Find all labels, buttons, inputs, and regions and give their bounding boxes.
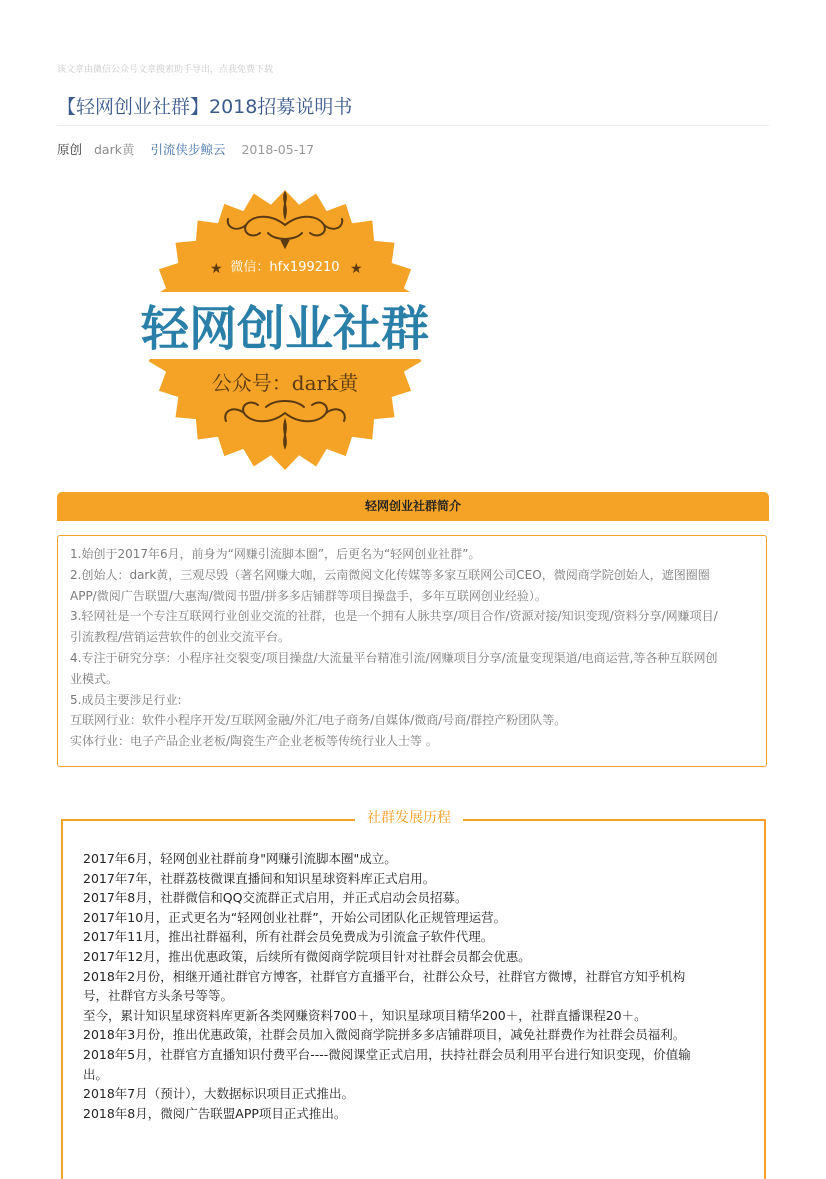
account-link[interactable]: 引流侠步鲸云 <box>150 142 226 157</box>
export-notice-link[interactable]: 该文章由微信公众号文章搜索助手导出，点我免费下载 <box>57 65 274 75</box>
logo-main-text: 轻网创业社群 <box>140 301 430 357</box>
logo-graphic <box>110 185 460 475</box>
intro-line: 4.专注于研究分享：小程序社交裂变/项目操盘/大流量平台精准引流/网赚项目分享/流量变现渠道/电商运营,等各种互联网创 <box>70 650 718 665</box>
publish-date: 2018-05-17 <box>241 142 315 157</box>
history-item: 2017年12月，推出优惠政策，后续所有微阅商学院项目针对社群会员都会优惠。 <box>83 948 531 964</box>
intro-line: 互联网行业：软件小程序开发/互联网金融/外汇/电子商务/自媒体/微商/号商/群控产粉团队等。 <box>70 713 567 728</box>
intro-line: 业模式。 <box>70 671 119 686</box>
intro-box <box>57 535 767 767</box>
history-list <box>83 849 743 1123</box>
history-item: 2017年7年，社群荔枝微课直播间和知识星球资料库正式启用。 <box>83 870 436 886</box>
history-item: 号，社群官方头条号等等。 <box>83 988 234 1004</box>
intro-line: 5.成员主要涉足行业: <box>70 692 182 707</box>
intro-line: 3.轻网社是一个专注互联网行业创业交流的社群，也是一个拥有人脉共享/项目合作/资源对接/知识变现/资料分享/网赚项目/ <box>70 609 718 624</box>
logo-wechat-id: 微信：hfx199210 <box>230 260 340 275</box>
history-section-title: 社群发展历程 <box>355 808 463 828</box>
intro-line: 引流教程/营销运营软件的创业交流平台。 <box>70 630 291 645</box>
history-item: 2018年7月（预计），大数据标识项目正式推出。 <box>83 1086 355 1102</box>
star-right-icon: ★ <box>350 261 363 277</box>
history-item: 出。 <box>83 1066 109 1082</box>
title-divider <box>57 125 769 126</box>
history-item: 至今，累计知识星球资料库更新各类网赚资料700＋，知识星球项目精华200＋，社群直播课程20＋。 <box>83 1007 647 1023</box>
intro-line: 1.始创于2017年6月，前身为“网赚引流脚本圈”，后更名为“轻网创业社群”。 <box>70 547 481 561</box>
star-left-icon: ★ <box>210 261 223 277</box>
intro-line: APP/微阅广告联盟/大惠淘/微阅书盟/拼多多店铺群等项目操盘手，多年互联网创业经验）。 <box>70 588 547 603</box>
intro-line: 2.创始人：dark黄，三观尽毁（著名网赚大咖，云南微阅文化传媒等多家互联网公司CEO，微阅商学院创始人，遮图圈圈 <box>70 567 710 582</box>
article-title: 【轻网创业社群】2018招募说明书 <box>57 96 353 118</box>
logo-public-account: 公众号：dark黄 <box>211 371 359 395</box>
history-item: 2017年8月，社群微信和QQ交流群正式启用，并正式启动会员招募。 <box>83 890 468 906</box>
history-item: 2018年8月，微阅广告联盟APP项目正式推出。 <box>83 1105 347 1121</box>
history-item: 2017年10月，正式更名为“轻网创业社群”，开始公司团队化正规管理运营。 <box>83 909 507 925</box>
author-name: dark黄 <box>94 142 135 157</box>
article-meta <box>57 140 326 158</box>
history-item: 2018年5月，社群官方直播知识付费平台----微阅课堂正式启用，扶持社群会员利用平台进行知识变现，价值输 <box>83 1046 691 1062</box>
history-item: 2017年6月，轻网创业社群前身"网赚引流脚本圈"成立。 <box>83 851 397 866</box>
original-label: 原创 <box>57 142 83 157</box>
community-logo <box>110 185 460 475</box>
history-item: 2018年3月份，推出优惠政策，社群会员加入微阅商学院拼多多店铺群项目，减免社群费作为社群会员福利。 <box>83 1027 686 1043</box>
history-item: 2017年11月，推出社群福利，所有社群会员免费成为引流盒子软件代理。 <box>83 929 494 945</box>
intro-line: 实体行业：电子产品企业老板/陶瓷生产企业老板等传统行业人士等 。 <box>70 734 438 749</box>
intro-section-header: 轻网创业社群简介 <box>57 492 769 521</box>
history-item: 2018年2月份，相继开通社群官方博客，社群官方直播平台，社群公众号，社群官方微博，社群官方知乎机构 <box>83 968 686 984</box>
